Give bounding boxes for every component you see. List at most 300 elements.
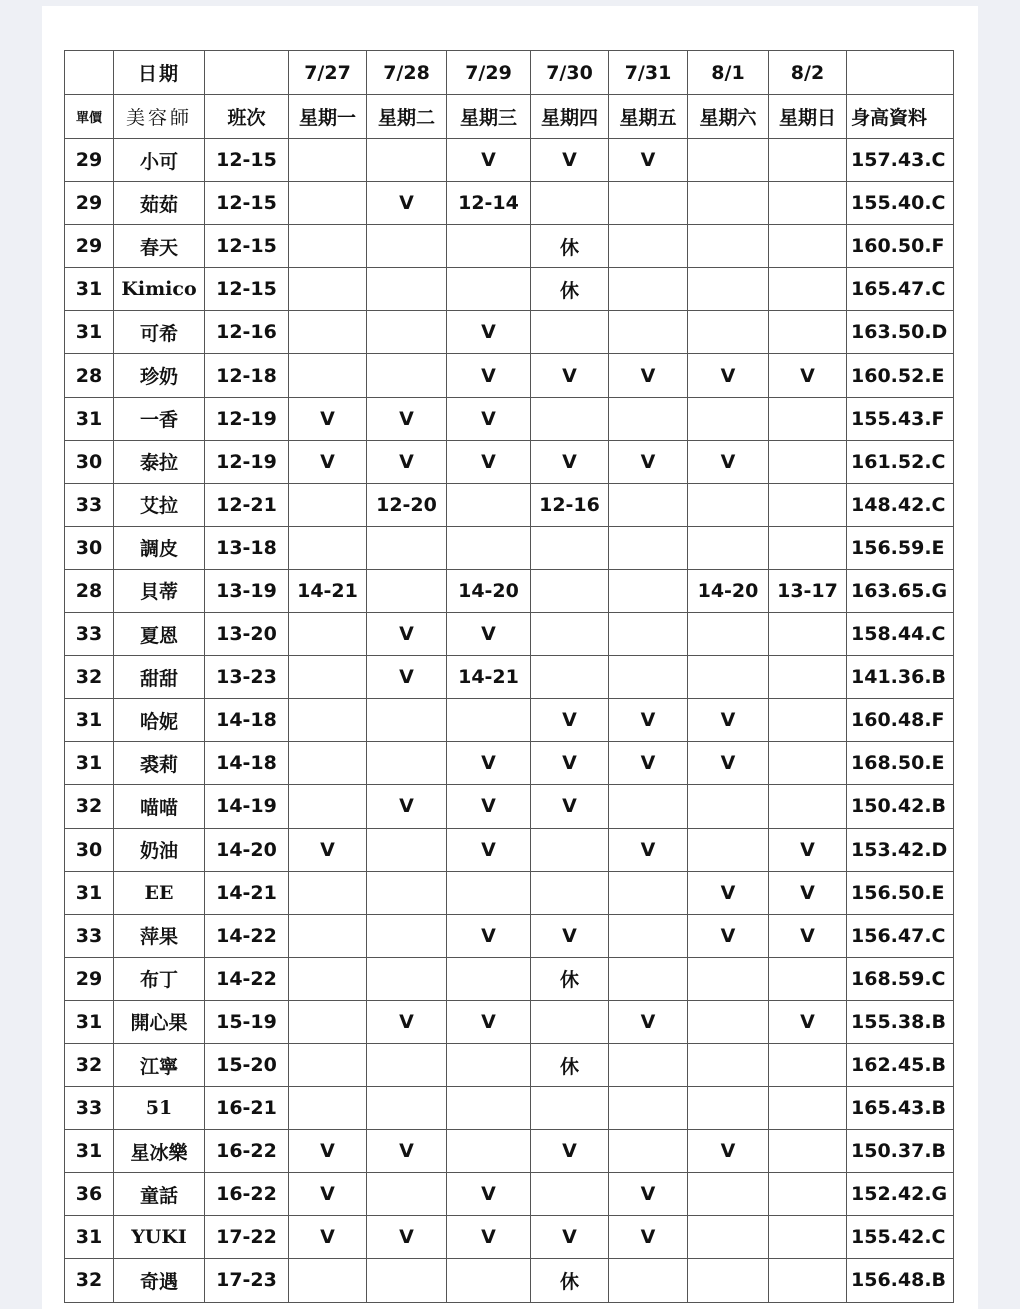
- day-cell: [688, 1173, 769, 1216]
- day-cell: [688, 526, 769, 569]
- header-weekday: 星期三: [447, 95, 531, 139]
- height-cell: 157.43.C: [847, 139, 954, 182]
- shift-cell: 17-22: [205, 1216, 289, 1259]
- day-cell: [609, 526, 688, 569]
- day-cell: [367, 311, 447, 354]
- day-cell: V: [688, 871, 769, 914]
- rest-cell: 休: [531, 225, 609, 268]
- day-cell: [609, 871, 688, 914]
- day-cell: V: [688, 1130, 769, 1173]
- day-cell: [769, 1259, 847, 1302]
- header-row-weekdays: [65, 95, 954, 139]
- beautician-name: 喵喵: [114, 785, 205, 828]
- day-cell: [367, 828, 447, 871]
- day-cell: [367, 1173, 447, 1216]
- rest-cell: 休: [531, 268, 609, 311]
- day-cell: V: [531, 785, 609, 828]
- day-cell: 13-17: [769, 569, 847, 612]
- shift-cell: 15-20: [205, 1043, 289, 1086]
- day-cell: V: [769, 871, 847, 914]
- header-beautician-label: 美容師: [114, 95, 205, 139]
- height-cell: 156.47.C: [847, 914, 954, 957]
- day-cell: [769, 397, 847, 440]
- day-cell: [688, 785, 769, 828]
- table-row: [65, 397, 954, 440]
- day-cell: [609, 1043, 688, 1086]
- table-row: [65, 1173, 954, 1216]
- day-cell: V: [769, 354, 847, 397]
- day-cell: [531, 182, 609, 225]
- table-row: [65, 699, 954, 742]
- price-cell: 30: [65, 440, 114, 483]
- header-date: 8/2: [769, 51, 847, 95]
- price-cell: 31: [65, 1130, 114, 1173]
- shift-cell: 13-19: [205, 569, 289, 612]
- beautician-name: 奶油: [114, 828, 205, 871]
- day-cell: 12-14: [447, 182, 531, 225]
- day-cell: [447, 483, 531, 526]
- day-cell: 12-20: [367, 483, 447, 526]
- day-cell: [769, 1043, 847, 1086]
- table-row: [65, 914, 954, 957]
- day-cell: [367, 354, 447, 397]
- day-cell: [609, 1259, 688, 1302]
- day-cell: [531, 1173, 609, 1216]
- day-cell: V: [447, 742, 531, 785]
- table-row: [65, 440, 954, 483]
- day-cell: V: [531, 139, 609, 182]
- day-cell: [769, 440, 847, 483]
- day-cell: [289, 871, 367, 914]
- day-cell: [609, 182, 688, 225]
- price-cell: 29: [65, 139, 114, 182]
- day-cell: [289, 1043, 367, 1086]
- header-blank: [847, 51, 954, 95]
- header-price-label: 單價: [65, 95, 114, 139]
- day-cell: [688, 139, 769, 182]
- rest-cell: 休: [531, 957, 609, 1000]
- day-cell: [609, 397, 688, 440]
- day-cell: V: [367, 182, 447, 225]
- header-blank: [205, 51, 289, 95]
- day-cell: V: [609, 139, 688, 182]
- price-cell: 31: [65, 871, 114, 914]
- day-cell: [688, 828, 769, 871]
- day-cell: V: [609, 828, 688, 871]
- day-cell: [289, 742, 367, 785]
- header-height-label: 身高資料: [847, 95, 954, 139]
- header-weekday: 星期一: [289, 95, 367, 139]
- day-cell: [531, 871, 609, 914]
- price-cell: 30: [65, 828, 114, 871]
- day-cell: [688, 397, 769, 440]
- shift-cell: 12-21: [205, 483, 289, 526]
- day-cell: [769, 1216, 847, 1259]
- day-cell: [769, 1173, 847, 1216]
- header-weekday: 星期日: [769, 95, 847, 139]
- height-cell: 141.36.B: [847, 656, 954, 699]
- day-cell: [367, 914, 447, 957]
- day-cell: [289, 182, 367, 225]
- price-cell: 32: [65, 1043, 114, 1086]
- day-cell: V: [531, 699, 609, 742]
- price-cell: 30: [65, 526, 114, 569]
- height-cell: 168.59.C: [847, 957, 954, 1000]
- day-cell: [367, 1259, 447, 1302]
- height-cell: 160.50.F: [847, 225, 954, 268]
- day-cell: V: [447, 1000, 531, 1043]
- table-row: [65, 569, 954, 612]
- day-cell: [447, 957, 531, 1000]
- shift-cell: 12-15: [205, 139, 289, 182]
- shift-cell: 12-18: [205, 354, 289, 397]
- day-cell: V: [367, 613, 447, 656]
- day-cell: V: [531, 742, 609, 785]
- day-cell: [769, 1130, 847, 1173]
- height-cell: 155.43.F: [847, 397, 954, 440]
- height-cell: 162.45.B: [847, 1043, 954, 1086]
- day-cell: V: [688, 699, 769, 742]
- table-row: [65, 785, 954, 828]
- day-cell: V: [609, 1173, 688, 1216]
- height-cell: 156.50.E: [847, 871, 954, 914]
- header-date: 7/30: [531, 51, 609, 95]
- day-cell: [289, 311, 367, 354]
- day-cell: [531, 311, 609, 354]
- day-cell: [769, 268, 847, 311]
- day-cell: V: [367, 1130, 447, 1173]
- day-cell: [688, 311, 769, 354]
- day-cell: V: [447, 354, 531, 397]
- day-cell: [367, 957, 447, 1000]
- header-shift-label: 班次: [205, 95, 289, 139]
- day-cell: V: [769, 914, 847, 957]
- day-cell: V: [367, 397, 447, 440]
- day-cell: [447, 526, 531, 569]
- beautician-name: 可希: [114, 311, 205, 354]
- day-cell: [289, 354, 367, 397]
- day-cell: [367, 225, 447, 268]
- day-cell: [367, 268, 447, 311]
- day-cell: V: [447, 139, 531, 182]
- day-cell: V: [447, 1173, 531, 1216]
- day-cell: [769, 139, 847, 182]
- day-cell: V: [531, 1130, 609, 1173]
- beautician-name: 珍奶: [114, 354, 205, 397]
- table-row: [65, 1216, 954, 1259]
- beautician-name: 泰拉: [114, 440, 205, 483]
- beautician-name: 開心果: [114, 1000, 205, 1043]
- table-row: [65, 1043, 954, 1086]
- day-cell: [531, 1087, 609, 1130]
- day-cell: [367, 1087, 447, 1130]
- header-date: 7/28: [367, 51, 447, 95]
- beautician-name: 茹茹: [114, 182, 205, 225]
- day-cell: [367, 526, 447, 569]
- beautician-name: YUKI: [114, 1216, 205, 1259]
- header-date: 8/1: [688, 51, 769, 95]
- day-cell: V: [367, 785, 447, 828]
- price-cell: 31: [65, 1216, 114, 1259]
- header-weekday: 星期四: [531, 95, 609, 139]
- table-row: [65, 742, 954, 785]
- day-cell: [609, 613, 688, 656]
- table-row: [65, 828, 954, 871]
- day-cell: V: [688, 440, 769, 483]
- shift-cell: 13-20: [205, 613, 289, 656]
- day-cell: 14-20: [447, 569, 531, 612]
- day-cell: [609, 914, 688, 957]
- beautician-name: 調皮: [114, 526, 205, 569]
- day-cell: [289, 139, 367, 182]
- day-cell: V: [447, 1216, 531, 1259]
- shift-cell: 15-19: [205, 1000, 289, 1043]
- day-cell: [688, 1259, 769, 1302]
- table-row: [65, 656, 954, 699]
- height-cell: 156.48.B: [847, 1259, 954, 1302]
- height-cell: 150.37.B: [847, 1130, 954, 1173]
- height-cell: 160.48.F: [847, 699, 954, 742]
- day-cell: [688, 1087, 769, 1130]
- table-row: [65, 354, 954, 397]
- height-cell: 158.44.C: [847, 613, 954, 656]
- shift-cell: 13-18: [205, 526, 289, 569]
- price-cell: 28: [65, 569, 114, 612]
- price-cell: 31: [65, 311, 114, 354]
- beautician-name: 奇遇: [114, 1259, 205, 1302]
- beautician-name: 布丁: [114, 957, 205, 1000]
- beautician-name: 哈妮: [114, 699, 205, 742]
- day-cell: V: [688, 354, 769, 397]
- day-cell: [769, 182, 847, 225]
- header-row-dates: [65, 51, 954, 95]
- header-weekday: 星期二: [367, 95, 447, 139]
- price-cell: 31: [65, 699, 114, 742]
- day-cell: [289, 268, 367, 311]
- day-cell: [609, 569, 688, 612]
- height-cell: 155.38.B: [847, 1000, 954, 1043]
- day-cell: [447, 225, 531, 268]
- table-row: [65, 526, 954, 569]
- height-cell: 163.50.D: [847, 311, 954, 354]
- day-cell: [289, 526, 367, 569]
- shift-cell: 14-18: [205, 699, 289, 742]
- day-cell: [367, 569, 447, 612]
- price-cell: 33: [65, 483, 114, 526]
- price-cell: 33: [65, 613, 114, 656]
- day-cell: V: [609, 1216, 688, 1259]
- day-cell: V: [447, 397, 531, 440]
- beautician-name: 星冰樂: [114, 1130, 205, 1173]
- beautician-name: 一香: [114, 397, 205, 440]
- table-row: [65, 225, 954, 268]
- day-cell: V: [447, 613, 531, 656]
- table-row: [65, 957, 954, 1000]
- table-row: [65, 1130, 954, 1173]
- price-cell: 32: [65, 656, 114, 699]
- price-cell: 32: [65, 785, 114, 828]
- day-cell: V: [609, 742, 688, 785]
- day-cell: [769, 785, 847, 828]
- price-cell: 31: [65, 742, 114, 785]
- day-cell: V: [289, 440, 367, 483]
- day-cell: [688, 268, 769, 311]
- shift-cell: 14-20: [205, 828, 289, 871]
- day-cell: V: [531, 354, 609, 397]
- height-cell: 152.42.G: [847, 1173, 954, 1216]
- price-cell: 28: [65, 354, 114, 397]
- day-cell: [289, 225, 367, 268]
- day-cell: [769, 483, 847, 526]
- beautician-name: 童話: [114, 1173, 205, 1216]
- beautician-name: 貝蒂: [114, 569, 205, 612]
- day-cell: 14-21: [289, 569, 367, 612]
- shift-cell: 14-19: [205, 785, 289, 828]
- price-cell: 31: [65, 397, 114, 440]
- table-row: [65, 182, 954, 225]
- price-cell: 29: [65, 957, 114, 1000]
- day-cell: [769, 957, 847, 1000]
- day-cell: [531, 613, 609, 656]
- day-cell: [609, 656, 688, 699]
- day-cell: [289, 483, 367, 526]
- beautician-name: 萍果: [114, 914, 205, 957]
- day-cell: [688, 613, 769, 656]
- day-cell: [447, 1087, 531, 1130]
- height-cell: 161.52.C: [847, 440, 954, 483]
- height-cell: 160.52.E: [847, 354, 954, 397]
- day-cell: [531, 656, 609, 699]
- rest-cell: 休: [531, 1043, 609, 1086]
- day-cell: [688, 1216, 769, 1259]
- day-cell: [769, 311, 847, 354]
- day-cell: V: [447, 311, 531, 354]
- table-row: [65, 1259, 954, 1302]
- table-row: [65, 483, 954, 526]
- day-cell: [447, 268, 531, 311]
- height-cell: 155.42.C: [847, 1216, 954, 1259]
- day-cell: [609, 1130, 688, 1173]
- day-cell: [531, 1000, 609, 1043]
- day-cell: [289, 785, 367, 828]
- day-cell: 14-20: [688, 569, 769, 612]
- beautician-name: 艾拉: [114, 483, 205, 526]
- price-cell: 36: [65, 1173, 114, 1216]
- price-cell: 33: [65, 1087, 114, 1130]
- day-cell: [769, 613, 847, 656]
- height-cell: 153.42.D: [847, 828, 954, 871]
- price-cell: 29: [65, 182, 114, 225]
- day-cell: 12-16: [531, 483, 609, 526]
- shift-cell: 12-19: [205, 397, 289, 440]
- day-cell: [289, 613, 367, 656]
- day-cell: V: [688, 914, 769, 957]
- day-cell: [688, 656, 769, 699]
- height-cell: 168.50.E: [847, 742, 954, 785]
- day-cell: [367, 742, 447, 785]
- table-row: [65, 1087, 954, 1130]
- day-cell: [688, 1043, 769, 1086]
- schedule-sheet: [42, 6, 978, 1309]
- day-cell: V: [609, 699, 688, 742]
- day-cell: [289, 699, 367, 742]
- day-cell: V: [609, 354, 688, 397]
- beautician-name: 江寧: [114, 1043, 205, 1086]
- day-cell: V: [688, 742, 769, 785]
- day-cell: [688, 225, 769, 268]
- day-cell: V: [367, 1216, 447, 1259]
- shift-cell: 12-16: [205, 311, 289, 354]
- shift-cell: 17-23: [205, 1259, 289, 1302]
- day-cell: [531, 397, 609, 440]
- day-cell: V: [289, 1216, 367, 1259]
- day-cell: V: [289, 1173, 367, 1216]
- price-cell: 32: [65, 1259, 114, 1302]
- beautician-name: 小可: [114, 139, 205, 182]
- height-cell: 165.47.C: [847, 268, 954, 311]
- shift-cell: 12-15: [205, 268, 289, 311]
- day-cell: [609, 957, 688, 1000]
- day-cell: [289, 1259, 367, 1302]
- shift-cell: 16-21: [205, 1087, 289, 1130]
- beautician-name: 裘莉: [114, 742, 205, 785]
- day-cell: [769, 699, 847, 742]
- day-cell: [609, 1087, 688, 1130]
- day-cell: V: [447, 914, 531, 957]
- header-blank: [65, 51, 114, 95]
- header-date: 7/31: [609, 51, 688, 95]
- day-cell: V: [531, 440, 609, 483]
- table-row: [65, 871, 954, 914]
- day-cell: V: [769, 828, 847, 871]
- height-cell: 163.65.G: [847, 569, 954, 612]
- table-row: [65, 139, 954, 182]
- header-weekday: 星期六: [688, 95, 769, 139]
- header-date: 7/27: [289, 51, 367, 95]
- day-cell: [769, 742, 847, 785]
- shift-cell: 14-22: [205, 957, 289, 1000]
- price-cell: 31: [65, 1000, 114, 1043]
- day-cell: [609, 785, 688, 828]
- day-cell: [367, 1043, 447, 1086]
- day-cell: V: [769, 1000, 847, 1043]
- shift-cell: 12-15: [205, 225, 289, 268]
- beautician-name: Kimico: [114, 268, 205, 311]
- shift-cell: 13-23: [205, 656, 289, 699]
- day-cell: [769, 656, 847, 699]
- rest-cell: 休: [531, 1259, 609, 1302]
- header-weekday: 星期五: [609, 95, 688, 139]
- day-cell: [367, 139, 447, 182]
- day-cell: [289, 957, 367, 1000]
- price-cell: 29: [65, 225, 114, 268]
- day-cell: V: [609, 1000, 688, 1043]
- table-row: [65, 613, 954, 656]
- day-cell: V: [289, 397, 367, 440]
- day-cell: [769, 1087, 847, 1130]
- beautician-name: 夏恩: [114, 613, 205, 656]
- day-cell: V: [367, 440, 447, 483]
- height-cell: 150.42.B: [847, 785, 954, 828]
- day-cell: [447, 871, 531, 914]
- header-date: 7/29: [447, 51, 531, 95]
- table-row: [65, 1000, 954, 1043]
- day-cell: V: [447, 440, 531, 483]
- day-cell: [447, 699, 531, 742]
- day-cell: V: [289, 1130, 367, 1173]
- day-cell: [447, 1130, 531, 1173]
- day-cell: V: [609, 440, 688, 483]
